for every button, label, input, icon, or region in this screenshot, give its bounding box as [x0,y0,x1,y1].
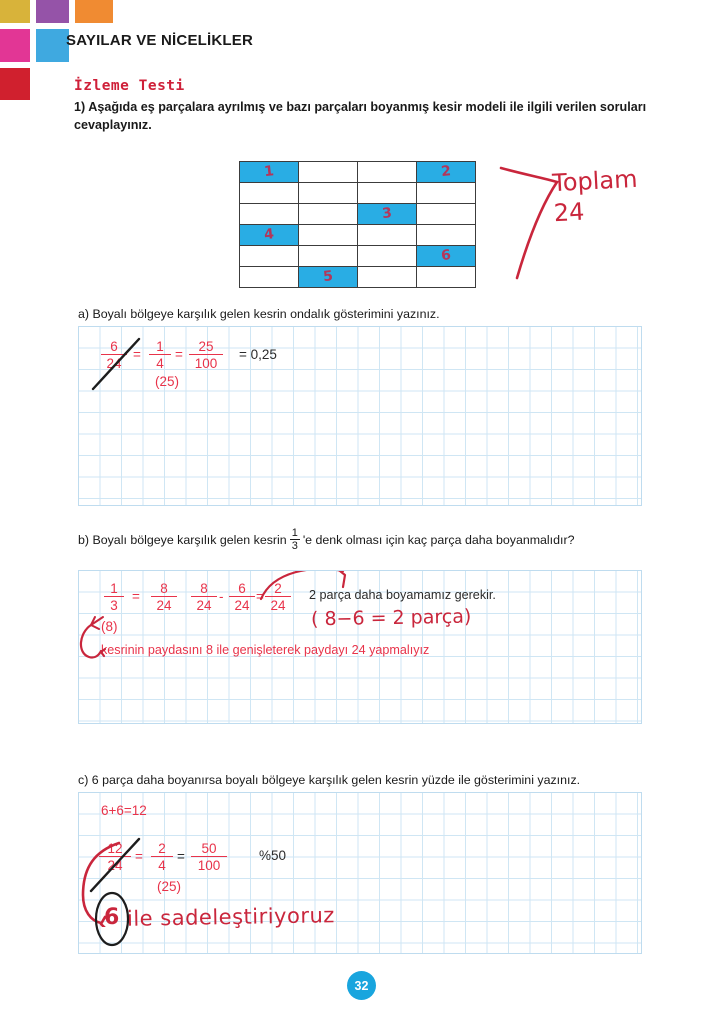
handwritten-c-circled-six: 6 [104,905,120,930]
model-cell-r2c2 [298,182,358,204]
answer-b-fraction-4: $\frac{6}{24}$ [229,581,255,613]
page-title: SAYILAR VE NİCELİKLER [66,32,254,49]
answer-c-result: %50 [259,848,287,863]
model-cell-r1c1 [239,161,299,183]
section-title-izleme-testi: İzleme Testi [74,78,185,94]
model-cell-r2c4 [416,182,476,204]
answer-b-fraction-2: $\frac{8}{24}$ [151,581,177,613]
answer-box-b[interactable] [78,570,642,724]
answer-a-result: = 0,25 [239,347,277,362]
model-cell-r1c2 [298,161,358,183]
answer-c-fraction-2: $\frac{2}{4}$ [151,841,173,873]
model-cell-r5c2 [298,245,358,267]
fraction-model [240,162,476,288]
model-cell-r3c4 [416,203,476,225]
corner-block-red [0,68,30,100]
answer-box-c[interactable] [78,792,642,954]
answer-c-equals-2: = [177,849,185,864]
model-cell-r3c1 [239,203,299,225]
question-b-text-before: b) Boyalı bölgeye karşılık gelen kesrin [78,532,287,547]
answer-b-multiplier: (8) [101,619,118,634]
model-cell-r1c3 [357,161,417,183]
question-b-text [78,528,574,553]
model-cell-r6c2 [298,266,358,288]
model-cell-mark: 2 [440,163,452,181]
answer-c-equals-1: = [135,849,143,864]
answer-b-minus: - [219,589,224,604]
model-cell-r6c4 [416,266,476,288]
answer-a-multiplier: (25) [155,374,180,389]
answer-b-sentence: 2 parça daha boyamamız gerekir. [309,588,496,602]
fraction-model-grid [240,162,476,288]
answer-b-fraction-3: $\frac{8}{24}$ [191,581,217,613]
question-1-text: 1) Aşağıda eş parçalara ayrılmış ve bazı parçaları boyanmış kesir modeli ile ilgili verilen soruları cevaplayınız. [74,100,647,132]
answer-b-equals-2: = [256,589,264,604]
answer-b-equals-1: = [132,589,140,604]
answer-c-sum: 6+6=12 [101,803,147,818]
model-cell-r5c1 [239,245,299,267]
header-accent-bar [56,30,60,54]
answer-c-multiplier: (25) [157,879,182,894]
answer-a-equals-1: = [133,347,141,362]
model-cell-r3c3 [357,203,417,225]
question-b-inline-fraction: $\frac{1}{3}$ [291,527,298,552]
model-cell-mark: 6 [440,247,452,265]
model-cell-r5c4 [416,245,476,267]
page-number-badge: 32 [347,971,376,1000]
answer-c-fraction-1: $\frac{12}{24}$ [99,841,131,873]
model-cell-r4c4 [416,224,476,246]
answer-b-fraction-1: $\frac{1}{3}$ [104,581,124,613]
model-cell-r6c1 [239,266,299,288]
model-cell-mark: 5 [322,268,334,286]
corner-block-orange [75,0,113,23]
model-cell-r4c3 [357,224,417,246]
model-cell-r4c1 [239,224,299,246]
question-c-text: c) 6 parça daha boyanırsa boyalı bölgeye karşılık gelen kesrin yüzde ile gösterimini yazınız. [78,773,581,787]
answer-b-fraction-5: $\frac{2}{24}$ [265,581,291,613]
answer-a-fraction-2: $\frac{1}{4}$ [149,339,171,371]
model-cell-mark: 1 [263,163,275,181]
corner-block-blue [36,29,69,62]
model-cell-r2c1 [239,182,299,204]
model-cell-r6c3 [357,266,417,288]
model-cell-mark: 4 [263,226,275,244]
answer-box-a[interactable] [78,326,642,506]
answer-c-fraction-3: $\frac{50}{100}$ [191,841,227,873]
model-cell-mark: 3 [381,205,393,223]
model-cell-r4c2 [298,224,358,246]
corner-block-magenta [0,29,30,62]
model-cell-r3c2 [298,203,358,225]
question-b-text-after: 'e denk olması için kaç parça daha boyanmalıdır? [302,532,575,547]
corner-block-purple [36,0,69,23]
model-cell-r2c3 [357,182,417,204]
model-cell-r1c4 [416,161,476,183]
answer-a-equals-2: = [175,347,183,362]
handwritten-toplam-24: Toplam 24 [551,164,639,228]
answer-b-note: kesrinin paydasını 8 ile genişleterek paydayı 24 yapmalıyız [101,643,430,657]
handwritten-b-calculation: ( 8−6 = 2 parça) [310,605,472,631]
model-cell-r5c3 [357,245,417,267]
answer-a-fraction-3: $\frac{25}{100}$ [189,339,223,371]
corner-block-gold [0,0,30,23]
question-a-text: a) Boyalı bölgeye karşılık gelen kesrin ondalık gösterimini yazınız. [78,307,440,321]
answer-a-fraction-1: $\frac{6}{24}$ [101,339,127,371]
handwritten-c-text: ile sadeleştiriyoruz [126,903,336,931]
